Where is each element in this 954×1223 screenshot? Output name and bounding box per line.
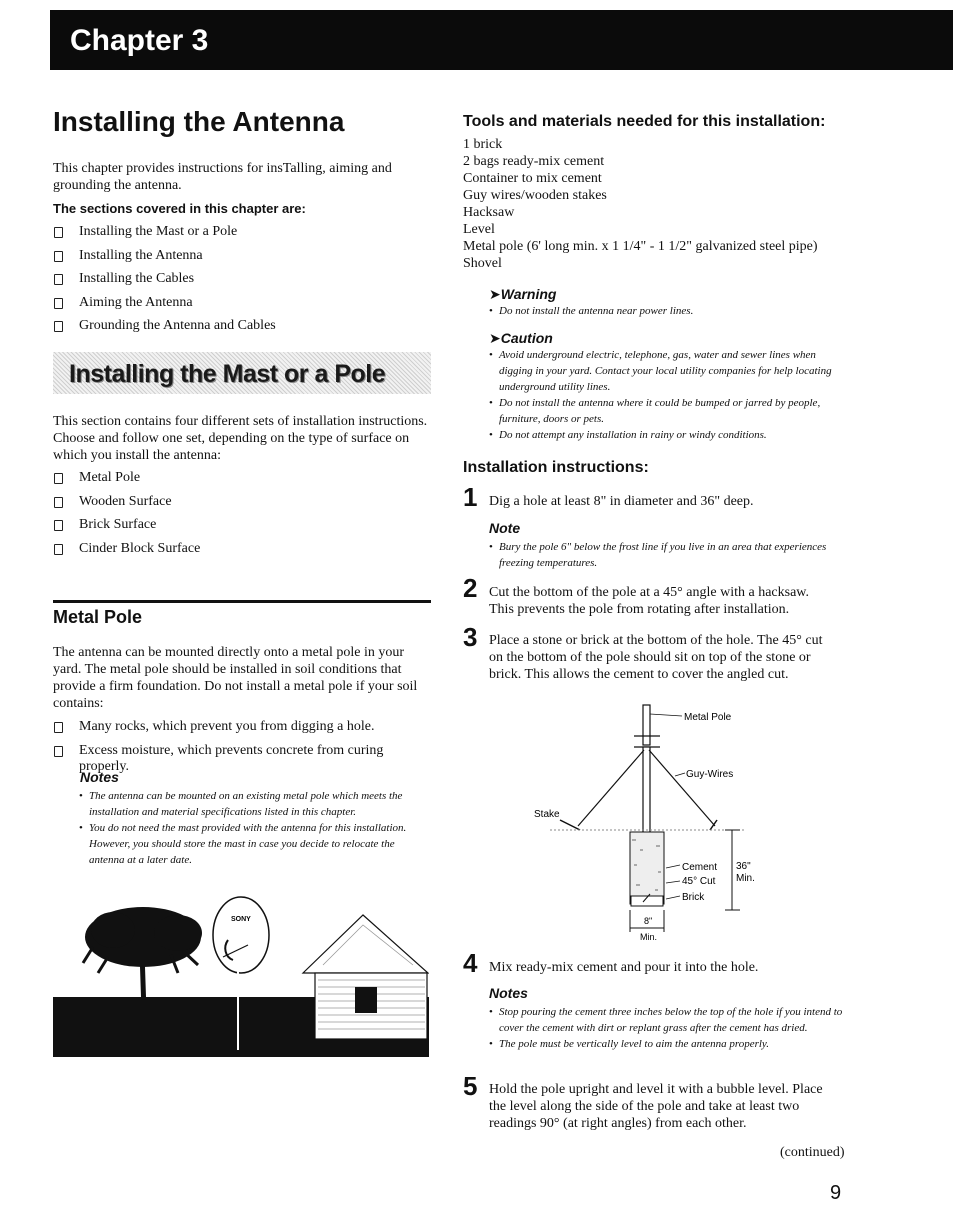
section-banner xyxy=(53,352,431,394)
tools-list xyxy=(463,136,883,272)
metal-pole-paragraph: The antenna can be mounted directly onto a metal pole in your yard. The metal pole should be installed in soil conditions that provide a firm foundation. Do not install a metal pole if your soil contains: xyxy=(53,645,418,711)
checkbox-icon xyxy=(54,321,63,332)
step-text: Mix ready-mix cement and pour it into the hole. xyxy=(489,960,759,975)
list-item: Cinder Block Surface xyxy=(53,541,413,565)
tree-icon xyxy=(83,907,202,997)
label-width-min: Min. xyxy=(640,932,658,942)
tools-heading: Tools and materials needed for this installation: xyxy=(463,113,826,130)
note-item: • Avoid underground electric, telephone, gas, water and sewer lines when digging in your yard. Contact your local utility companies for help locating underground utility lines. xyxy=(489,347,849,395)
checkbox-icon xyxy=(54,473,63,484)
label-stake: Stake xyxy=(534,809,560,820)
checkbox-icon xyxy=(54,227,63,238)
step-text: Place a stone or brick at the bottom of the hole. The 45° cut on the bottom of the pole should sit on top of the stone or brick. This allows the cement to cover the angled cut. xyxy=(489,633,823,682)
list-item: Grounding the Antenna and Cables xyxy=(53,318,413,342)
checkbox-icon xyxy=(54,722,63,733)
chapter-header xyxy=(50,10,953,70)
step-text: Dig a hole at least 8" in diameter and 36" deep. xyxy=(489,494,754,509)
mast-intro-paragraph: This section contains four different sets of installation instructions. Choose and follow one set, depending on the type of surface on which you install the antenna: xyxy=(53,414,428,463)
list-item: Installing the Antenna xyxy=(53,248,413,272)
step-number: 3 xyxy=(463,622,478,652)
label-depth-min: Min. xyxy=(736,873,755,884)
sections-list xyxy=(53,224,413,342)
step4-notes-title: Notes xyxy=(489,985,528,1001)
note-item: • Do not install the antenna where it could be bumped or jarred by people, furniture, doors or pets. xyxy=(489,395,849,427)
dish-brand: SONY xyxy=(231,916,251,923)
list-item: Excess moisture, which prevents concrete from curing properly. xyxy=(53,743,435,767)
note-item: • Do not install the antenna near power lines. xyxy=(489,303,849,319)
step-text: Hold the pole upright and level it with a bubble level. Place the level along the side of the pole and take at least two readings 90° (at right angles) from each other. xyxy=(489,1082,823,1131)
list-item: Guy wires/wooden stakes xyxy=(463,188,607,203)
list-item: Metal pole (6' long min. x 1 1/4" - 1 1/2" galvanized steel pipe) xyxy=(463,239,818,254)
checkbox-icon xyxy=(54,251,63,262)
step-number: 5 xyxy=(463,1071,478,1101)
notes-list xyxy=(79,788,429,868)
pole-installation-diagram xyxy=(520,700,780,945)
step1-note-list xyxy=(489,539,839,571)
list-item: Brick Surface xyxy=(53,517,413,541)
step4-notes-list xyxy=(489,1004,844,1052)
list-item: Container to mix cement xyxy=(463,171,602,186)
list-item: Installing the Cables xyxy=(53,271,413,295)
installation-illustration xyxy=(53,885,429,1057)
list-item: Shovel xyxy=(463,256,502,271)
checkbox-icon xyxy=(54,298,63,309)
checkbox-icon xyxy=(54,497,63,508)
step-number: 2 xyxy=(463,573,478,603)
surfaces-list xyxy=(53,470,413,564)
continued-label: (continued) xyxy=(780,1145,845,1160)
list-item: Installing the Mast or a Pole xyxy=(53,224,413,248)
note-item: • You do not need the mast provided with the antenna for this installation. However, you should store the mast in case you decide to relocate the antenna at a later date. xyxy=(79,820,429,868)
list-item: Many rocks, which prevent you from digging a hole. xyxy=(53,719,435,743)
chapter-label: Chapter 3 xyxy=(70,24,209,57)
list-item: Aiming the Antenna xyxy=(53,295,413,319)
page-title: Installing the Antenna xyxy=(53,106,345,137)
metal-pole-heading: Metal Pole xyxy=(53,607,143,627)
intro-paragraph: This chapter provides instructions for insTalling, aiming and grounding the antenna. xyxy=(53,161,392,193)
note-item: • The pole must be vertically level to aim the antenna properly. xyxy=(489,1036,844,1052)
step-number: 4 xyxy=(463,948,478,978)
label-width-value: 8" xyxy=(644,916,653,926)
note-item: • Do not attempt any installation in rainy or windy conditions. xyxy=(489,427,849,443)
list-item: 2 bags ready-mix cement xyxy=(463,154,605,169)
label-depth-value: 36" xyxy=(736,861,751,872)
list-item: Metal Pole xyxy=(53,470,413,494)
note-item: • Bury the pole 6" below the frost line if you live in an area that experiences freezing temperatures. xyxy=(489,539,839,571)
list-item: Level xyxy=(463,222,495,237)
step1-note-title: Note xyxy=(489,520,521,536)
warning-list xyxy=(489,303,849,319)
list-item: Wooden Surface xyxy=(53,494,413,518)
list-item: 1 brick xyxy=(463,137,503,152)
label-guy-wires: Guy-Wires xyxy=(686,769,734,780)
label-metal-pole: Metal Pole xyxy=(684,712,732,723)
page-number: 9 xyxy=(830,1182,842,1204)
step-number: 1 xyxy=(463,482,478,512)
caution-title: ➤Caution xyxy=(489,330,553,346)
caution-list xyxy=(489,347,849,443)
checkbox-icon xyxy=(54,274,63,285)
warning-title: ➤Warning xyxy=(489,286,557,302)
checkbox-icon xyxy=(54,544,63,555)
house-icon xyxy=(303,915,428,1039)
note-item: • The antenna can be mounted on an existing metal pole which meets the installation and material specifications listed in this chapter. xyxy=(79,788,429,820)
note-item: • Stop pouring the cement three inches below the top of the hole if you intend to cover the cement with dirt or replant grass after the cement has dried. xyxy=(489,1004,844,1036)
section-divider xyxy=(53,600,431,603)
sections-heading: The sections covered in this chapter are: xyxy=(53,201,306,216)
conditions-list xyxy=(53,719,435,774)
notes-title: Notes xyxy=(80,769,119,785)
label-brick: Brick xyxy=(682,892,705,903)
list-item: Hacksaw xyxy=(463,205,515,220)
label-45-cut: 45° Cut xyxy=(682,876,716,887)
checkbox-icon xyxy=(54,746,63,757)
section-banner-title: Installing the Mast or a Pole xyxy=(69,360,386,388)
instructions-heading: Installation instructions: xyxy=(463,459,649,476)
step-text: Cut the bottom of the pole at a 45° angle with a hacksaw. This prevents the pole from rotating after installation. xyxy=(489,585,809,617)
checkbox-icon xyxy=(54,520,63,531)
label-cement: Cement xyxy=(682,862,718,873)
